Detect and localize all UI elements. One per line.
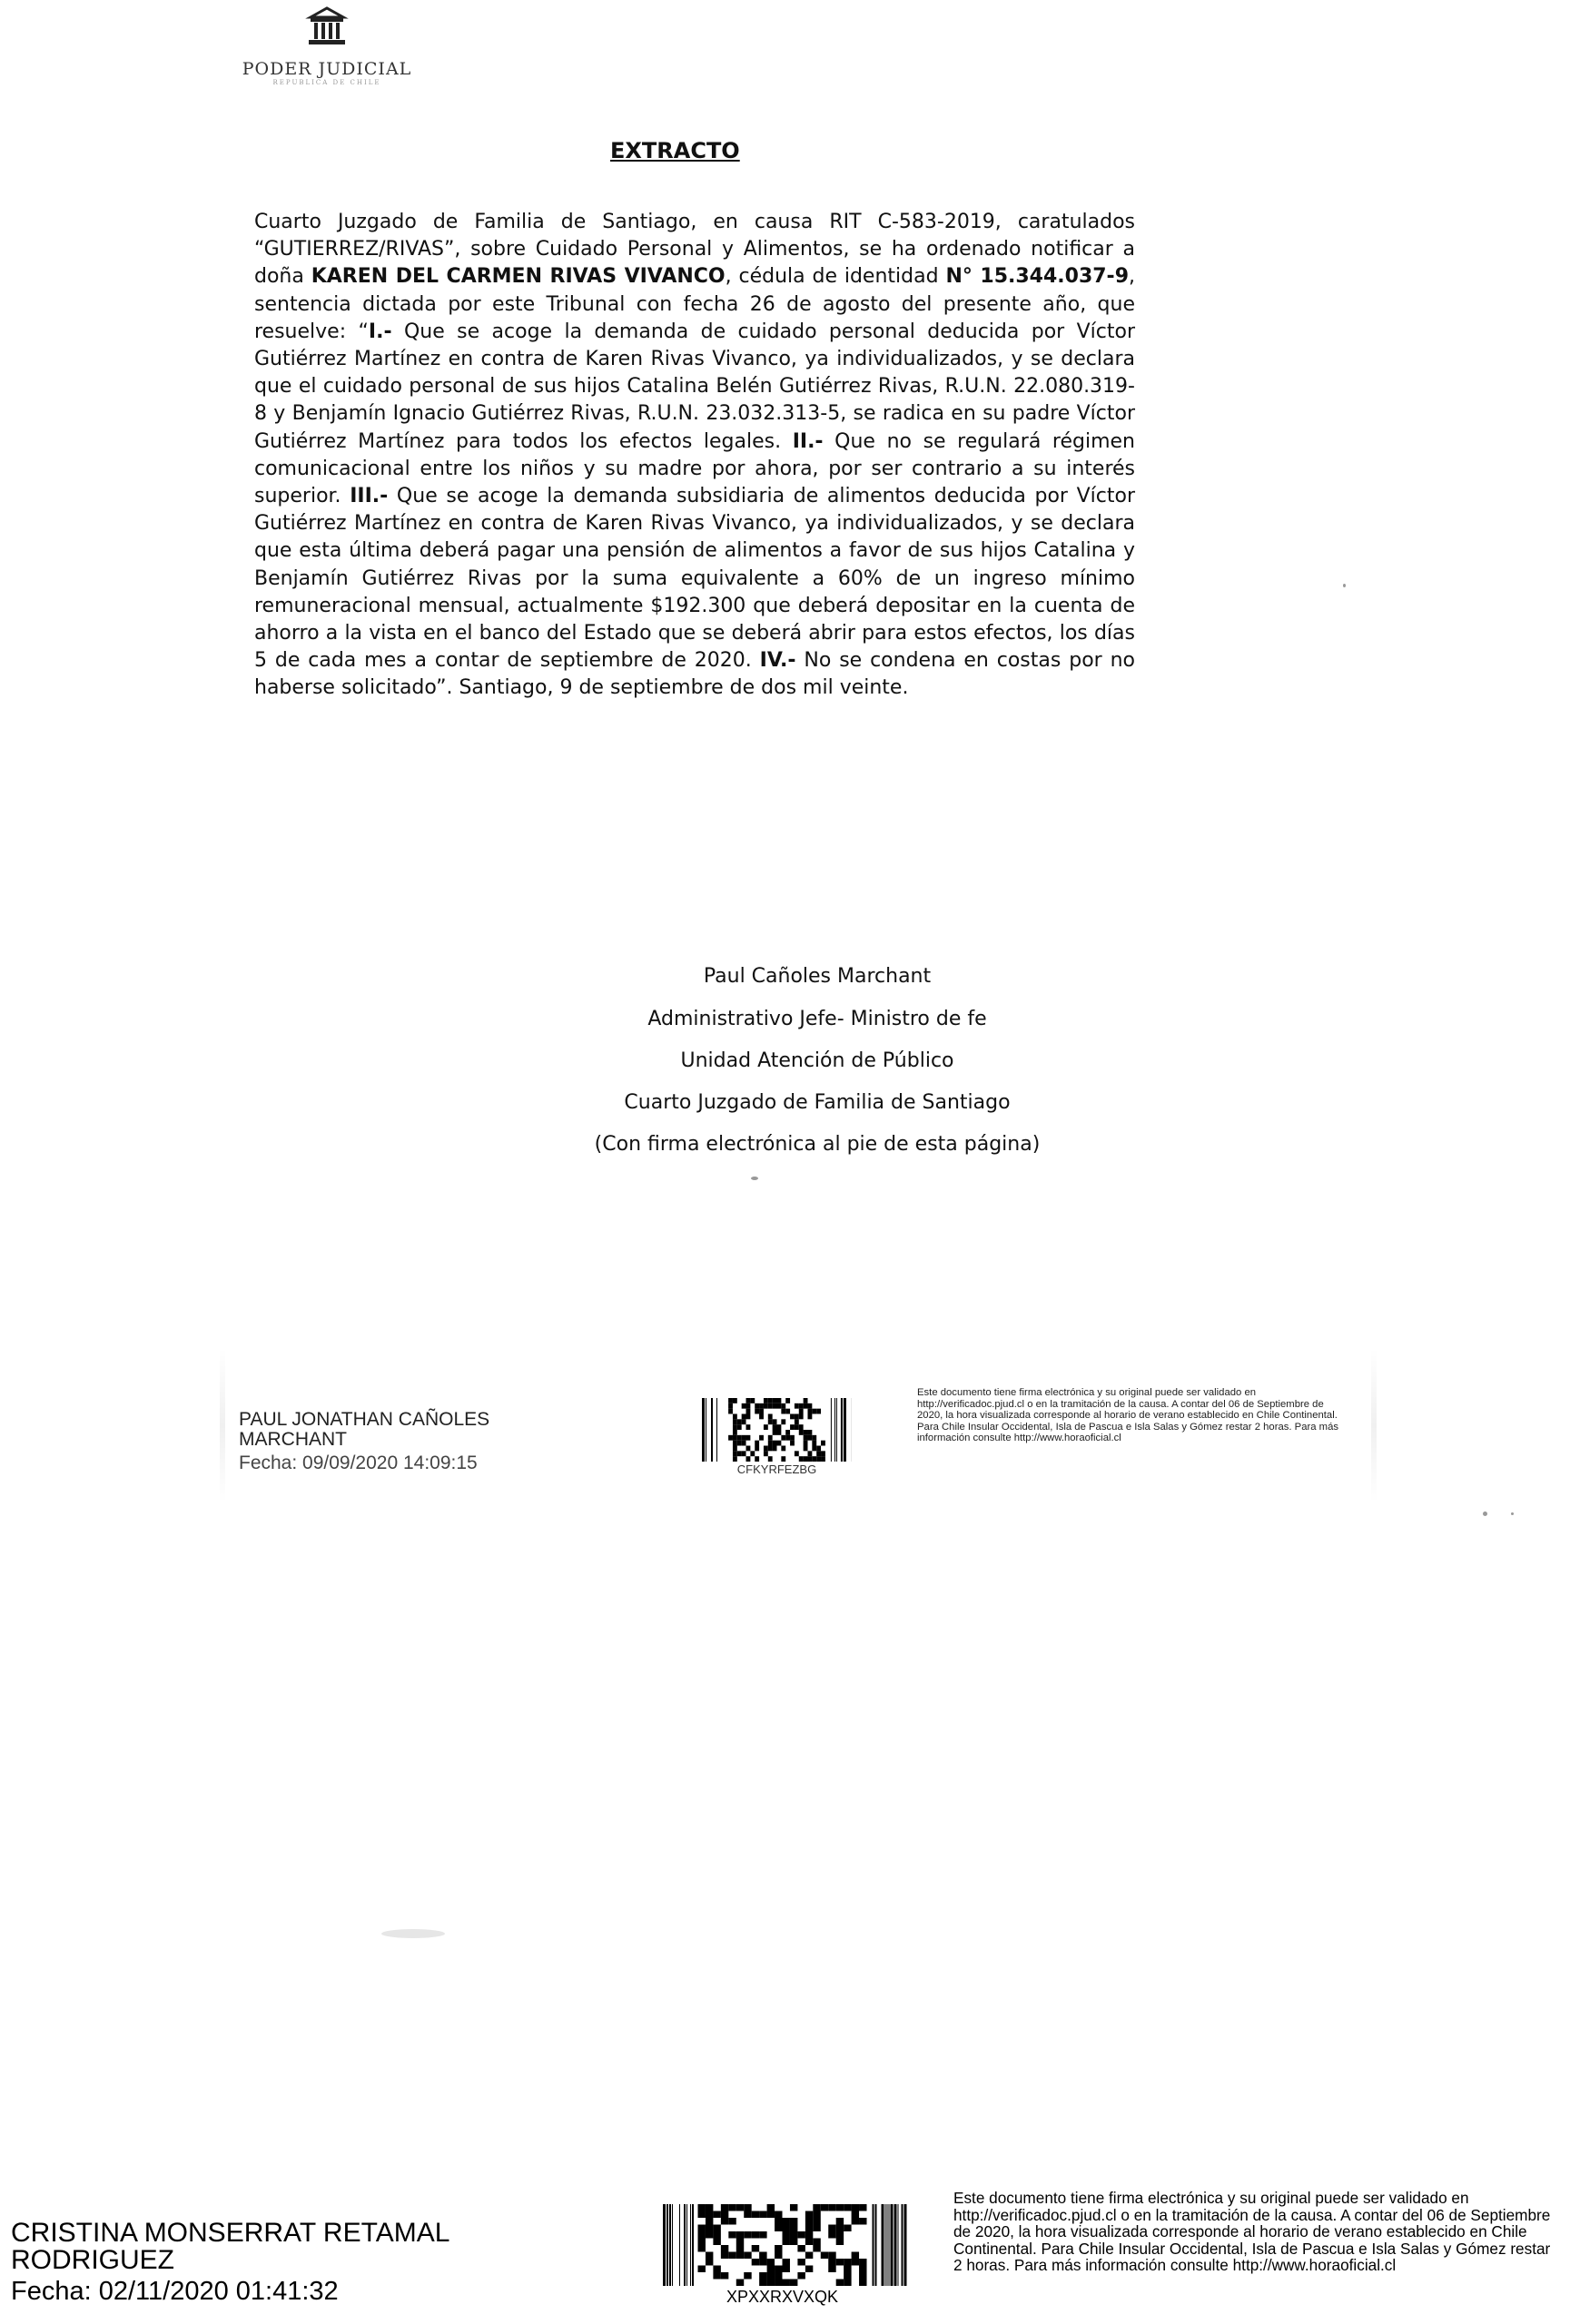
signature-note: (Con firma electrónica al pie de esta página) — [594, 1133, 1041, 1156]
scan-smudge — [381, 1929, 445, 1938]
defendant-name: KAREN DEL CARMEN RIVAS VIVANCO — [311, 265, 726, 289]
resolution-number: IV.- — [759, 649, 796, 673]
body-text: Que no se regulará régimen comunicacional entre los niños y su madre por ahora, por ser contrario a su interés superior. — [254, 429, 1135, 508]
signer-unit: Unidad Atención de Público — [680, 1049, 954, 1072]
resolution-number: II.- — [792, 429, 824, 453]
outer-signature-date: Fecha: 02/11/2020 01:41:32 — [11, 2277, 339, 2306]
signer-role: Administrativo Jefe- Ministro de fe — [647, 1008, 987, 1030]
extract-body — [254, 209, 1135, 703]
signer-court: Cuarto Juzgado de Familia de Santiago — [624, 1091, 1011, 1114]
poder-judicial-logo — [227, 5, 427, 86]
defendant-id: N° 15.344.037-9 — [945, 265, 1129, 289]
inner-signature-date: Fecha: 09/09/2020 14:09:15 — [239, 1452, 478, 1473]
institution-subtitle: REPUBLICA DE CHILE — [272, 79, 381, 86]
outer-signer-name-line2: RODRIGUEZ — [11, 2245, 174, 2275]
body-text: Que se acoge la demanda subsidiaria de alimentos deducida por Víctor Gutiérrez Martínez en contra de Karen Rivas Vivanco, ya individualizados, y se declara que esta última deberá pagar una pensión de alimentos a favor de sus hijos Catalina y Benjamín Gutiérrez Rivas por la suma equivalente a 60% de un ingreso mínimo remuneracional mensual, actualmente $192.300 que deberá depositar en la cuenta de ahorro a la vista en el banco del Estado que se deberá abrir para estos efectos, los días 5 de cada mes a contar de septiembre de 2020. — [254, 485, 1136, 673]
outer-verification-code: XPXXRXVXQK — [726, 2288, 839, 2306]
body-text: Que se acoge la demanda de cuidado personal deducida por Víctor Gutiérrez Martínez en contra de Karen Rivas Vivanco, ya individualizados, y se declara que el cuidado personal de sus hijos Catalina Belén Gutiérrez Rivas, R.U.N. 22.080.319-8 y Benjamín Ignacio Gutiérrez Rivas, R.U.N. 23.032.313-5, se radica en su padre Víctor Gutiérrez Martínez para todos los efectos legales. — [254, 320, 1135, 453]
courthouse-icon — [305, 5, 349, 48]
scan-speck — [751, 1177, 758, 1180]
scan-speck — [1511, 1512, 1514, 1515]
outer-validation-notice: Este documento tiene firma electrónica y su original puede ser validado en http://verificadoc.pjud.cl o en la tramitación de la causa. A contar del 06 de Septiembre de 2020, la hora visualizada corresponde al horario de verano establecido en Chile Continental. Para Chile Insular Occidental, Isla de Pascua e Isla Salas y Gómez restar 2 horas. Para más información consulte http://www.horaoficial.cl — [953, 2189, 1551, 2275]
inner-signer-name — [239, 1410, 489, 1450]
outer-signer-name — [11, 2220, 449, 2274]
outer-signer-name-line1: CRISTINA MONSERRAT RETAMAL — [11, 2218, 450, 2248]
body-text: Cuarto Juzgado de Familia de Santiago, en causa RIT C-583-2019, caratulados “GUTIERREZ/RIVAS”, sobre Cuidado Personal y Alimentos, se ha ordenado notificar a doña — [254, 211, 1135, 289]
scan-shadow — [1371, 1348, 1377, 1502]
scan-speck — [1483, 1512, 1487, 1516]
inner-verification-code: CFKYRFEZBG — [736, 1462, 817, 1476]
body-text: , sentencia dictada por este Tribunal con fecha 26 de agosto del presente año, que resuelve: “ — [254, 265, 1135, 343]
outer-barcode-icon — [657, 2204, 907, 2286]
inner-signer-name-line2: MARCHANT — [239, 1429, 347, 1450]
inner-barcode-icon — [702, 1398, 852, 1462]
inner-validation-notice: Este documento tiene firma electrónica y su original puede ser validado en http://verificadoc.pjud.cl o en la tramitación de la causa. A contar del 06 de Septiembre de 2020, la hora visualizada corresponde al horario de verano establecido en Chile Continental. Para Chile Insular Occidental, Isla de Pascua e Isla Salas y Gómez restar 2 horas. Para más información consulte http://www.horaoficial.cl — [917, 1387, 1339, 1444]
institution-name: PODER JUDICIAL — [242, 59, 412, 79]
resolution-number: III.- — [350, 485, 389, 508]
inner-signer-name-line1: PAUL JONATHAN CAÑOLES — [239, 1409, 490, 1430]
resolution-number: I.- — [368, 320, 392, 343]
scan-shadow — [220, 1348, 225, 1502]
signer-name: Paul Cañoles Marchant — [703, 965, 932, 988]
scan-speck — [1343, 584, 1346, 587]
document-title: EXTRACTO — [610, 138, 740, 163]
body-text: , cédula de identidad — [725, 265, 946, 289]
body-text: No se condena en costas por no haberse solicitado”. Santiago, 9 de septiembre de dos mil veinte. — [254, 649, 1135, 700]
